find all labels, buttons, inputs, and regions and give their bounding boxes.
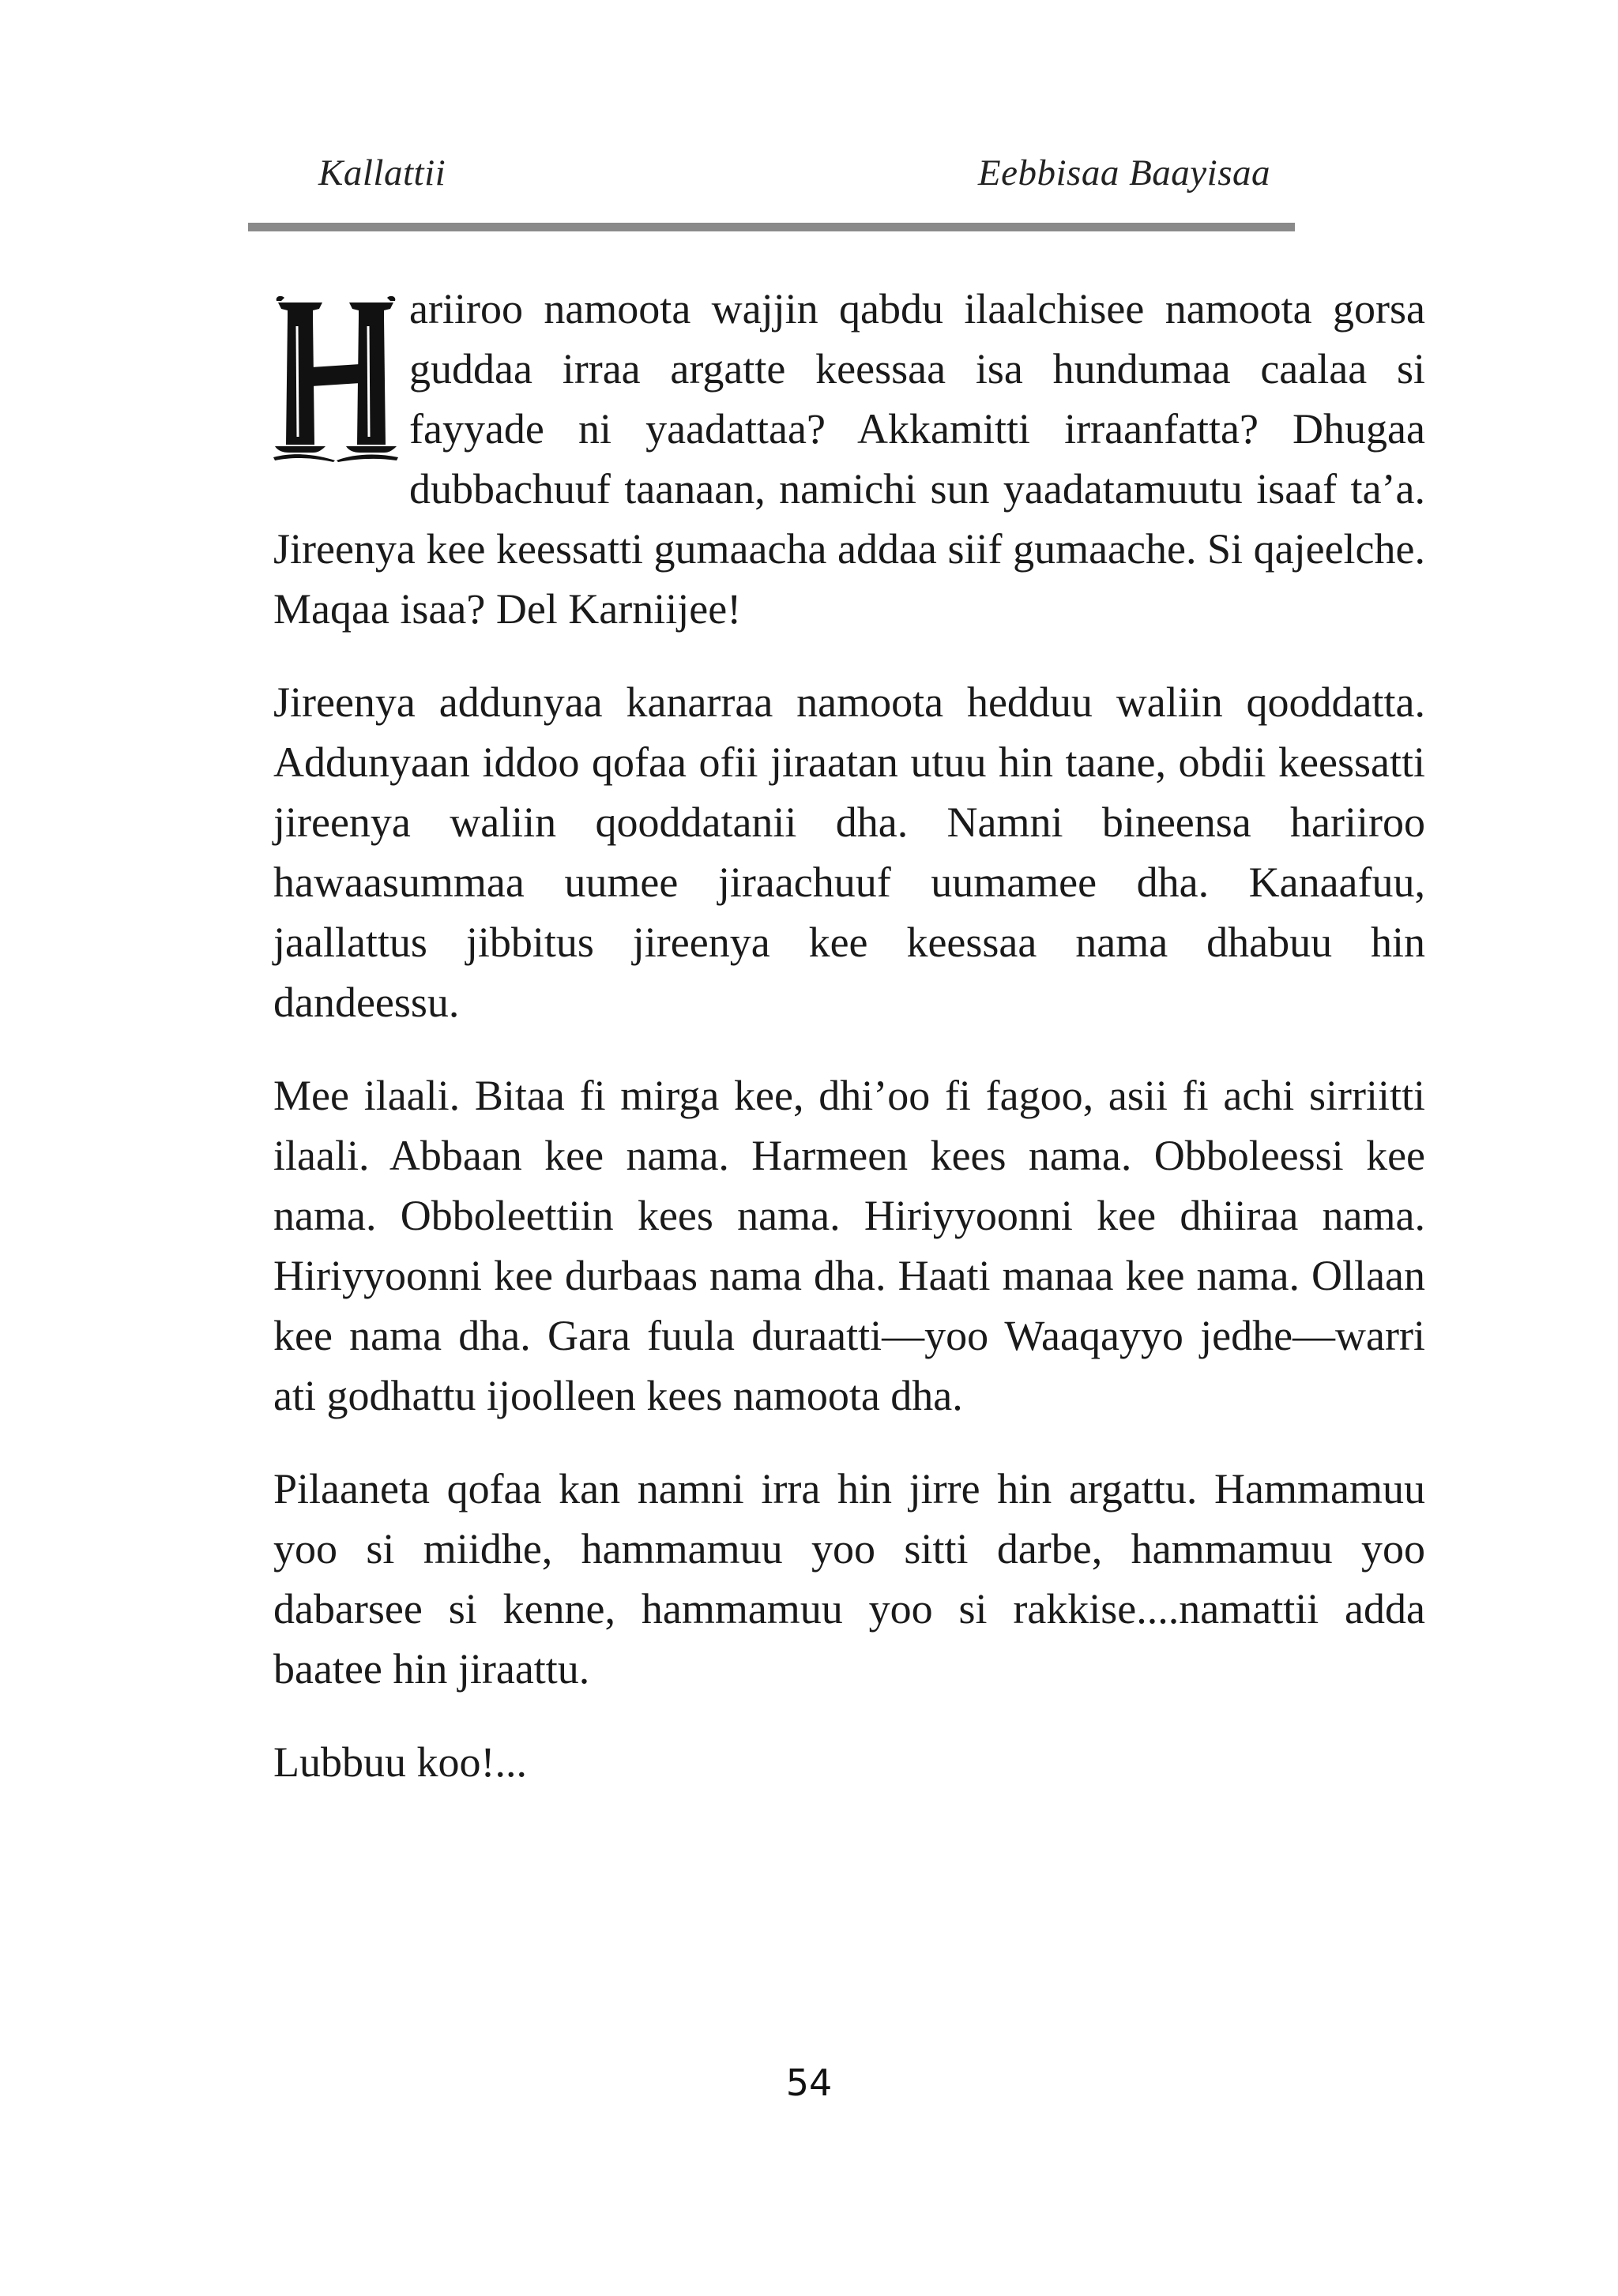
ornate-drop-cap-h-icon bbox=[273, 295, 398, 464]
chapter-body bbox=[273, 279, 1425, 1825]
header-divider bbox=[248, 223, 1295, 231]
paragraph-2: Jireenya addunyaa kanarraa namoota hedduu waliin qooddatta. Addunyaan iddoo qofaa ofii jiraatan utuu hin taane, obdii keessatti jireenya waliin qooddatanii dha. Namni bineensa hariiroo hawaasummaa uumee jiraachuuf uumamee dha. Kanaafuu, jaallattus jibbitus jireenya kee keessaa nama dhabuu hin dandeessu. bbox=[273, 678, 1425, 1026]
running-header-author: Eebbisaa Baayisaa bbox=[977, 152, 1270, 194]
running-header-title: Kallattii bbox=[318, 152, 446, 194]
page-number: 54 bbox=[785, 2061, 833, 2104]
paragraph-5: Lubbuu koo!... bbox=[273, 1738, 527, 1786]
paragraph-1 bbox=[273, 279, 1425, 639]
paragraph-1-text: ariiroo namoota wajjin qabdu ilaalchisee namoota gorsa guddaa irraa argatte keessaa isa hundumaa caalaa si fayyade ni yaadattaa? Akkamitti irraanfatta? Dhugaa dubbachuuf taanaan, namichi sun yaadatamuutu isaaf ta’a. Jireenya kee keessatti gumaacha addaa siif gumaache. Si qajeelche. Maqaa isaa? Del Karniijee! bbox=[273, 285, 1425, 633]
paragraph-3: Mee ilaali. Bitaa fi mirga kee, dhi’oo fi fagoo, asii fi achi sirriitti ilaali. Abbaan kee nama. Harmeen kees nama. Obboleessi kee nama. Obboleettiin kees nama. Hiriyyoonni kee dhiiraa nama. Hiriyyoonni kee durbaas nama dha. Haati manaa kee nama. Ollaan kee nama dha. Gara fuula duraatti—yoo Waaqayyo jedhe—warri ati godhattu ijoolleen kees namoota dha. bbox=[273, 1072, 1425, 1419]
paragraph-4: Pilaaneta qofaa kan namni irra hin jirre hin argattu. Hammamuu yoo si miidhe, hammamuu yoo sitti darbe, hammamuu yoo dabarsee si kenne, hammamuu yoo si rakkise....namattii adda baatee hin jiraattu. bbox=[273, 1465, 1425, 1693]
